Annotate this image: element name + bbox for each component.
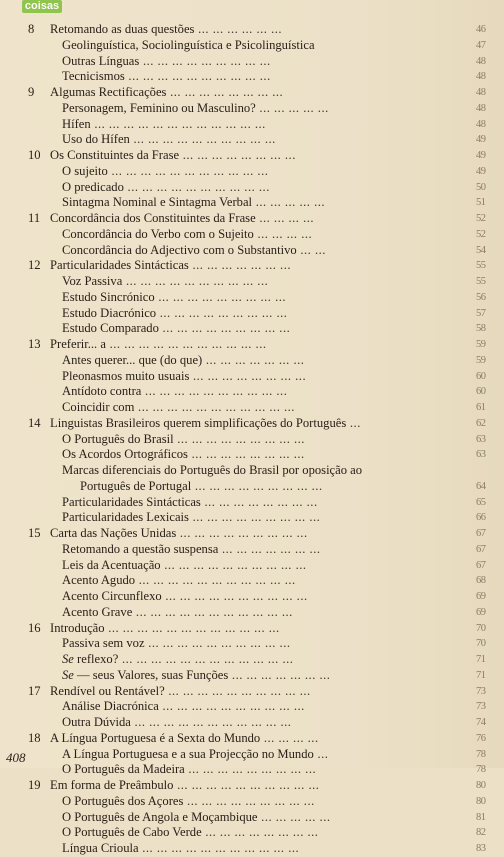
page-ref: 71: [476, 654, 486, 665]
toc-entry: [0, 258, 504, 274]
dot-leader: ... ... ... ... ... ... ... ... ... ... ...: [135, 573, 296, 588]
entry-title-text: Marcas diferenciais do Português do Brasil por oposição ao: [62, 463, 363, 477]
toc-entry-title: [62, 794, 468, 810]
page-ref: 54: [476, 244, 486, 256]
dot-leader: ... ... ... ... ... ... ... ...: [166, 85, 284, 99]
dot-leader: ... ... ... ... ... ... ... ...: [201, 825, 319, 840]
toc-entry: [0, 164, 504, 180]
entry-title-text: O Português de Cabo Verde: [62, 825, 202, 840]
page-ref: 48: [476, 87, 486, 98]
dot-leader: ... ...: [296, 242, 326, 257]
toc-entry-title: [62, 495, 468, 511]
chapter-number: 19: [28, 778, 41, 792]
page-ref: 70: [476, 622, 486, 634]
toc-entry: [0, 558, 504, 574]
dot-leader: ... ... ... ... ... ... ... ... ... ...: [164, 683, 311, 698]
toc-entry-title: [62, 180, 468, 196]
dot-leader: ... ... ... ... ... ... ... ... ... ...: [160, 557, 307, 572]
dot-leader: ... ... ... ... ... ... ... ... ...: [184, 762, 317, 777]
page-ref: 49: [476, 150, 486, 161]
toc-entry: [0, 227, 504, 243]
page-ref: 59: [476, 339, 486, 350]
chapter-number: 8: [28, 22, 35, 36]
entry-title-text: Em forma de Preâmbulo: [50, 778, 174, 792]
page-ref: 51: [476, 197, 486, 209]
toc-entry: [0, 195, 504, 211]
page-ref: 69: [476, 591, 486, 602]
entry-title-text: Estudo Diacrónico: [62, 305, 157, 320]
dot-leader: ... ... ... ... ... ... ... ... ... ... ... ...: [104, 620, 280, 635]
toc-entry-title: [62, 605, 468, 621]
toc-entry: [0, 321, 504, 337]
toc-entry: [0, 416, 504, 432]
toc-entry: [0, 778, 504, 794]
page-ref: 48: [476, 102, 486, 114]
page-ref: 78: [476, 748, 486, 760]
dot-leader: ... ... ... ... ... ... ... ... ... ...: [122, 274, 269, 288]
toc-entry-title: [50, 621, 468, 637]
toc-entry: [0, 85, 504, 101]
entry-title-text: Estudo Sincrónico: [62, 289, 155, 304]
toc-entry-title: [62, 101, 468, 117]
chapter-number: 10: [28, 148, 41, 162]
dot-leader: ... ... ... ... ... ... ... ... ...: [158, 321, 291, 336]
page-ref: 52: [476, 228, 486, 240]
toc-entry-title: [62, 306, 468, 322]
page-ref: 57: [476, 307, 486, 319]
page-ref: 61: [476, 402, 486, 413]
entry-title-text: Língua Crioula: [62, 841, 139, 855]
toc-entry-title: [62, 38, 468, 54]
toc-entry-title: [50, 684, 468, 700]
entry-title-text: Uso do Hífen: [62, 132, 130, 147]
toc-entry: [0, 353, 504, 369]
dot-leader: ... ... ... ... ... ... ... ... ...: [173, 431, 305, 446]
dot-leader: ... ... ... ...: [253, 226, 313, 241]
toc-entry-title: [62, 195, 468, 211]
dot-leader: ... ... ... ... ...: [252, 195, 326, 210]
toc-entry: [0, 211, 504, 227]
toc-entry-title: [80, 479, 468, 495]
toc-entry-title: [62, 69, 468, 85]
toc-entry: [0, 54, 504, 70]
toc-entry: [0, 22, 504, 38]
page-ref: 48: [476, 118, 486, 130]
toc-entry: [0, 668, 504, 684]
entry-title-text: Retomando a questão suspensa: [62, 541, 219, 556]
entry-title-text: Análise Diacrónica: [62, 699, 159, 714]
toc-entry: [0, 526, 504, 542]
page-ref: 73: [476, 701, 486, 713]
toc-entry-title: [62, 290, 468, 306]
entry-title-text: O Português dos Açores: [62, 793, 184, 808]
toc-entry-title: [62, 652, 468, 668]
toc-entry-title: [62, 227, 468, 243]
dot-leader: ... ... ... ... ... ... ... ...: [200, 494, 318, 509]
dot-leader: ... ... ... ... ... ... ... ... ... ... ...: [132, 604, 293, 619]
entry-title-text: Leis da Acentuação: [62, 557, 161, 572]
dot-leader: ... ... ... ... ... ... ...: [228, 667, 331, 682]
page-ref: 74: [476, 717, 486, 728]
dot-leader: ... ... ... ... ... ... ... ...: [179, 148, 296, 162]
toc-entry: [0, 621, 504, 637]
entry-title-text: Carta das Nações Unidas: [50, 526, 177, 540]
dot-leader: ... ... ... ... ... ... ... ... ... ...: [144, 636, 291, 651]
toc-entry-title: [50, 526, 468, 542]
toc-entry-title: [50, 148, 468, 164]
toc-entry-title: [62, 589, 468, 605]
entry-title-text: Os Acordos Ortográficos: [62, 447, 188, 462]
dot-leader: ...: [346, 415, 361, 430]
toc-entry-title: [62, 762, 468, 778]
toc-entry: [0, 762, 504, 778]
entry-title-text: Algumas Rectificações: [50, 85, 167, 99]
page-ref: 64: [476, 480, 486, 492]
entry-title-text: Concordância do Adjectivo com o Substantivo: [62, 242, 297, 257]
page-ref: 63: [476, 433, 486, 445]
toc-entry: [0, 337, 504, 353]
dot-leader: ... ... ... ... ... ... ... ... ... ... ...: [138, 841, 300, 855]
page-ref: 81: [476, 811, 486, 823]
toc-entry-title: [62, 558, 468, 574]
entry-title-text: Particularidades Lexicais: [62, 510, 189, 525]
toc-entry-title: [50, 416, 468, 432]
toc-entry: [0, 69, 504, 85]
entry-title-text: Se — seus Valores, suas Funções: [62, 667, 229, 682]
toc-entry-title: [62, 400, 468, 416]
toc-entry: [0, 447, 504, 463]
toc-entry-title: [50, 731, 468, 747]
page-ref: 80: [476, 780, 486, 791]
entry-title-text: Se reflexo?: [62, 652, 119, 666]
entry-title-text: Particularidades Sintácticas: [62, 494, 201, 509]
entry-title-text: Pleonasmos muito usuais: [62, 368, 190, 383]
entry-title-text: Introdução: [50, 620, 105, 635]
page-ref: 60: [476, 386, 486, 398]
dot-leader: ... ... ... ... ... ... ... ... ... ...: [123, 179, 270, 194]
dot-leader: ... ... ... ... ... ... ... ... ... ...: [161, 589, 308, 603]
entry-title-text: Antes querer... que (do que): [62, 352, 203, 367]
page-ref: 66: [476, 512, 486, 524]
entry-title-text: Tecnicismos: [62, 69, 125, 84]
dot-leader: ... ... ... ... ... ... ... ... ... ... ... ...: [118, 652, 294, 666]
page-number: 408: [6, 750, 26, 765]
page-ref: 49: [476, 134, 486, 146]
dot-leader: ... ... ... ... ... ... ... ... ... ...: [129, 132, 276, 147]
toc-entry-title: [62, 747, 468, 763]
page-ref: 68: [476, 575, 486, 587]
toc-entry: [0, 132, 504, 148]
entry-title-text: Retomando as duas questões: [50, 22, 195, 36]
dot-leader: ... ... ... ... ... ... ... ... ... ... ...: [105, 337, 267, 351]
entry-title-text: Personagem, Feminino ou Masculino?: [62, 100, 256, 115]
page-ref: 82: [476, 827, 486, 839]
toc-entry: [0, 542, 504, 558]
dot-leader: ... ... ... ... ... ... ... ... ...: [188, 510, 321, 525]
page-ref: 63: [476, 449, 486, 461]
toc-entry-title: [62, 432, 468, 448]
dot-leader: ... ... ... ... ... ... ...: [218, 541, 321, 556]
entry-title-text: O Português de Angola e Moçambique: [62, 809, 258, 824]
dot-leader: ... ... ... ... ... ... ... ...: [187, 447, 305, 462]
dot-leader: ... ... ... ... ... ... ... ... ... ...: [158, 699, 305, 714]
page-ref: 46: [476, 24, 486, 35]
dot-leader: ...: [313, 746, 329, 761]
toc-entry-title: [62, 841, 468, 857]
page-ref: 69: [476, 606, 486, 618]
dot-leader: ... ... ... ... ... ... ... ... ... ...: [141, 384, 288, 399]
dot-leader: ... ... ... ... ...: [255, 100, 329, 115]
dot-leader: ... ... ... ... ... ... ...: [188, 258, 291, 273]
dot-leader: ... ... ... ...: [260, 730, 319, 745]
toc-entry-title: [50, 337, 468, 353]
toc-entry: [0, 306, 504, 322]
chapter-number: 11: [28, 211, 41, 225]
toc-entry: [0, 101, 504, 117]
table-of-contents: [0, 22, 504, 857]
toc-entry: [0, 589, 504, 605]
entry-title-text: Acento Grave: [62, 604, 133, 619]
toc-entry: [0, 180, 504, 196]
entry-title-text: A Língua Portuguesa é a Sexta do Mundo: [50, 730, 261, 745]
toc-entry: [0, 432, 504, 448]
entry-title-text: Outras Línguas: [62, 53, 140, 68]
page-ref: 48: [476, 71, 486, 83]
chapter-number: 18: [28, 730, 41, 745]
toc-entry: [0, 825, 504, 841]
page-ref: 67: [476, 559, 486, 571]
entry-title-text: O Português da Madeira: [62, 762, 185, 777]
page-ref: 48: [476, 55, 486, 67]
toc-entry: [0, 290, 504, 306]
toc-entry: [0, 841, 504, 857]
toc-entry: [0, 479, 504, 495]
page-ref: 59: [476, 354, 486, 366]
page-ref: 60: [476, 370, 486, 382]
dot-leader: ... ... ... ... ... ... ... ... ... ... ...: [107, 163, 269, 178]
toc-entry-title: [62, 715, 468, 731]
toc-entry-title: [62, 243, 468, 259]
dot-leader: ... ... ... ... ... ... ... ... ...: [191, 478, 323, 493]
toc-entry-title: [62, 321, 468, 337]
entry-title-text: Passiva sem voz: [62, 636, 145, 651]
dot-leader: ... ... ... ... ... ... ...: [202, 352, 305, 367]
entry-title-text: O Português do Brasil: [62, 431, 174, 446]
toc-entry: [0, 510, 504, 526]
toc-entry: [0, 369, 504, 385]
entry-title-text: Geolinguística, Sociolinguística e Psicolinguística: [62, 37, 315, 52]
dot-leader: ... ... ... ... ... ... ... ... ... ...: [124, 69, 271, 84]
page-ref: 58: [476, 323, 486, 335]
toc-entry-title: [62, 353, 468, 369]
dot-leader: ... ... ... ... ... ... ... ... ...: [156, 305, 288, 320]
page-ref: 78: [476, 764, 486, 776]
entry-title-text: Rendível ou Rentável?: [50, 683, 165, 698]
page-ref: 62: [476, 417, 486, 429]
toc-entry: [0, 384, 504, 400]
toc-entry: [0, 38, 504, 54]
entry-title-text: Concordância do Verbo com o Sujeito: [62, 226, 254, 241]
toc-entry: [0, 810, 504, 826]
toc-entry: [0, 495, 504, 511]
page-ref: 47: [476, 39, 486, 51]
toc-entry-title: [62, 369, 468, 385]
dot-leader: ... ... ... ... ... ... ... ... ... ...: [173, 778, 320, 792]
toc-entry-title: [50, 778, 468, 794]
toc-entry: [0, 715, 504, 731]
toc-entry: [0, 747, 504, 763]
page-ref: 70: [476, 638, 486, 650]
toc-entry-title: [62, 447, 468, 463]
toc-entry-title: [62, 510, 468, 526]
chapter-number: 13: [28, 337, 41, 351]
toc-entry-title: [62, 699, 468, 715]
dot-leader: ... ... ... ... ... ... ... ... ... ... ... ...: [90, 116, 266, 131]
toc-entry-title: [62, 668, 468, 684]
dot-leader: ... ... ... ... ... ... ... ... ...: [139, 53, 271, 68]
toc-entry-title: [62, 164, 468, 180]
entry-title-text: Estudo Comparado: [62, 321, 159, 336]
toc-entry: [0, 463, 504, 479]
dot-leader: ... ... ... ... ... ... ... ... ... ... ...: [134, 400, 295, 414]
entry-title-text: A Língua Portuguesa e a sua Projecção no Mundo: [62, 746, 314, 761]
toc-entry-title: [62, 573, 468, 589]
entry-title-text: Sintagma Nominal e Sintagma Verbal: [62, 195, 253, 210]
toc-entry: [0, 699, 504, 715]
entry-title-text: O predicado: [62, 179, 124, 194]
dot-leader: ... ... ... ... ... ... ... ...: [189, 368, 307, 383]
toc-entry: [0, 400, 504, 416]
chapter-number: 14: [28, 415, 41, 430]
page-ref: 67: [476, 543, 486, 555]
toc-entry: [0, 636, 504, 652]
chapter-number: 15: [28, 526, 41, 540]
toc-entry-title: [50, 258, 468, 274]
page-ref: 52: [476, 213, 486, 224]
entry-title-text: Hífen: [62, 116, 91, 131]
toc-entry: [0, 148, 504, 164]
page-ref: 83: [476, 843, 486, 854]
entry-title-text: Preferir... a: [50, 337, 106, 351]
toc-entry-title: [62, 117, 468, 133]
entry-title-text: Acento Agudo: [62, 573, 136, 588]
chapter-number: 12: [28, 258, 41, 273]
toc-entry: [0, 274, 504, 290]
toc-entry-title: [50, 211, 468, 227]
toc-entry: [0, 117, 504, 133]
dot-leader: ... ... ... ... ...: [257, 809, 331, 824]
toc-entry-title: [50, 22, 468, 38]
dot-leader: ... ... ... ... ... ... ... ... ...: [154, 289, 287, 304]
chapter-number: 17: [28, 683, 41, 698]
entry-title-text: Particularidades Sintácticas: [50, 258, 189, 273]
chapter-number: 9: [28, 85, 35, 99]
page-ref: 65: [476, 496, 486, 508]
page-ref: 76: [476, 732, 486, 744]
entry-title-text: Outra Dúvida: [62, 715, 131, 729]
entry-title-text: Os Constituintes da Frase: [50, 148, 180, 162]
entry-title-text: O sujeito: [62, 163, 108, 178]
toc-entry-title: [62, 463, 468, 479]
toc-entry: [0, 794, 504, 810]
page-ref: 50: [476, 181, 486, 193]
page-ref: 55: [476, 260, 486, 272]
toc-entry-title: [62, 825, 468, 841]
dot-leader: ... ... ... ... ... ... ... ... ...: [176, 526, 308, 540]
entry-title-text: Antídoto contra: [62, 384, 142, 399]
toc-entry-title: [62, 542, 468, 558]
entry-title-text: Acento Circunflexo: [62, 589, 162, 603]
toc-entry-title: [62, 384, 468, 400]
page-ref: 56: [476, 291, 486, 303]
toc-entry-title: [62, 636, 468, 652]
chapter-number: 16: [28, 620, 41, 635]
toc-entry-title: [62, 274, 468, 290]
toc-entry-title: [62, 810, 468, 826]
page-ref: 80: [476, 795, 486, 807]
entry-title-text: Português de Portugal: [80, 478, 192, 493]
toc-entry: [0, 605, 504, 621]
toc-entry: [0, 684, 504, 700]
entry-title-text: Linguistas Brasileiros querem simplificações do Português: [50, 415, 347, 430]
toc-entry-title: [62, 54, 468, 70]
page-ref: 73: [476, 685, 486, 697]
toc-entry-title: [62, 132, 468, 148]
page-ref: 49: [476, 165, 486, 177]
page-ref: 67: [476, 528, 486, 539]
toc-entry-title: [50, 85, 468, 101]
entry-title-text: Voz Passiva: [62, 274, 123, 288]
entry-title-text: Coincidir com: [62, 400, 135, 414]
page-ref: 71: [476, 669, 486, 681]
dot-leader: ... ... ... ... ... ... ... ... ...: [183, 793, 315, 808]
entry-title-text: Concordância dos Constituintes da Frase: [50, 211, 256, 225]
dot-leader: ... ... ... ... ... ...: [194, 22, 283, 36]
toc-entry: [0, 731, 504, 747]
toc-entry: [0, 243, 504, 259]
toc-entry: [0, 573, 504, 589]
dot-leader: ... ... ... ...: [255, 211, 315, 225]
dot-leader: ... ... ... ... ... ... ... ... ... ... ...: [130, 715, 292, 729]
watermark-logo: coisas: [22, 0, 62, 13]
toc-entry: [0, 652, 504, 668]
page-ref: 55: [476, 276, 486, 287]
